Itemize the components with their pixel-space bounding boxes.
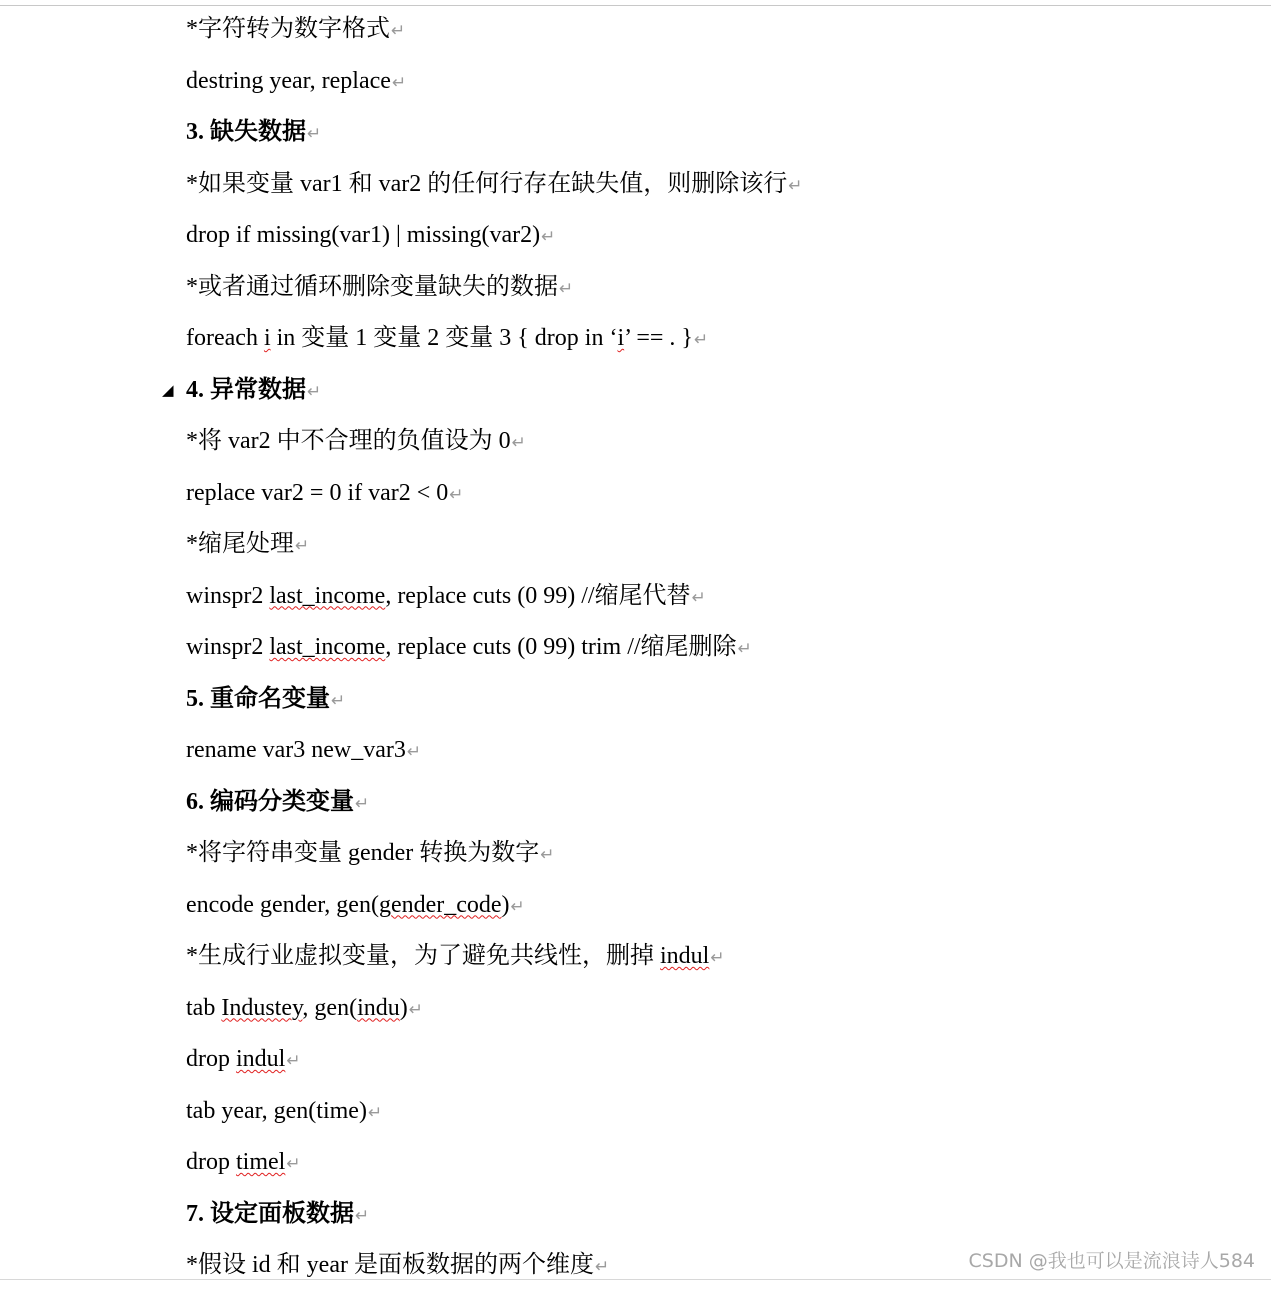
section-heading-panel-data[interactable]: 7. 设定面板数据↵ [186, 1200, 370, 1227]
code-line[interactable]: tab Industey, gen(indu)↵ [186, 994, 423, 1021]
code-line[interactable]: winspr2 last_income, replace cuts (0 99) //缩尾代替↵ [186, 582, 706, 609]
comment-line[interactable]: *将 var2 中不合理的负值设为 0↵ [186, 428, 526, 454]
paragraph-mark-icon: ↵ [510, 896, 525, 917]
spellcheck-flag: last_income [269, 582, 386, 609]
section-heading-encode[interactable]: 6. 编码分类变量↵ [186, 788, 370, 815]
paragraph-mark-icon: ↵ [391, 21, 406, 41]
code-line[interactable]: drop if missing(var1) | missing(var2)↵ [186, 222, 556, 248]
paragraph-mark-icon: ↵ [788, 175, 803, 196]
paragraph-mark-icon: ↵ [286, 1154, 301, 1174]
bottom-divider [0, 1279, 1271, 1280]
paragraph-mark-icon: ↵ [594, 1257, 610, 1277]
paragraph-mark-icon: ↵ [710, 948, 725, 968]
paragraph-mark-icon: ↵ [693, 330, 709, 350]
comment-line[interactable]: *生成行业虚拟变量，为了避免共线性，删掉 indul↵ [186, 943, 725, 969]
comment-line[interactable]: *缩尾处理↵ [186, 531, 310, 557]
paragraph-mark-icon: ↵ [691, 587, 706, 608]
paragraph-mark-icon: ↵ [355, 1205, 370, 1226]
paragraph-mark-icon: ↵ [355, 793, 370, 814]
comment-line[interactable]: *字符转为数字格式↵ [186, 16, 406, 42]
collapse-triangle-icon[interactable]: ◢ [162, 380, 174, 399]
paragraph-mark-icon: ↵ [391, 72, 407, 93]
spellcheck-flag: i [263, 325, 271, 351]
code-line[interactable]: drop timel↵ [186, 1149, 301, 1175]
code-line[interactable]: replace var2 = 0 if var2 < 0↵ [186, 479, 464, 506]
csdn-watermark: CSDN @我也可以是流浪诗人584 [968, 1250, 1255, 1272]
paragraph-mark-icon: ↵ [540, 845, 555, 865]
section-heading-missing-data[interactable]: 3. 缺失数据↵ [186, 119, 322, 145]
spellcheck-flag: gender_code [378, 891, 502, 918]
spellcheck-flag: i [617, 325, 625, 351]
paragraph-mark-icon: ↵ [286, 1051, 301, 1071]
paragraph-mark-icon: ↵ [511, 433, 526, 453]
section-heading-outliers[interactable]: ◢ 4. 异常数据↵ [186, 365, 1246, 417]
spellcheck-flag: indu [357, 994, 400, 1021]
code-line[interactable]: destring year, replace↵ [186, 67, 407, 94]
comment-line[interactable]: *或者通过循环删除变量缺失的数据↵ [186, 273, 574, 300]
section-heading-rename[interactable]: 5. 重命名变量↵ [186, 685, 346, 712]
code-line[interactable]: foreach i in 变量 1 变量 2 变量 3 { drop in ‘i’ == . }↵ [186, 325, 709, 351]
code-line[interactable]: winspr2 last_income, replace cuts (0 99) trim //缩尾删除↵ [186, 634, 752, 660]
spellcheck-flag: Industey [221, 994, 303, 1021]
spellcheck-flag: indul [236, 1046, 286, 1072]
code-line[interactable]: drop indul↵ [186, 1046, 301, 1072]
paragraph-mark-icon: ↵ [737, 639, 752, 659]
document-body[interactable] [162, 4, 1246, 1292]
paragraph-mark-icon: ↵ [559, 278, 574, 299]
paragraph-mark-icon: ↵ [307, 381, 322, 402]
paragraph-mark-icon: ↵ [295, 536, 310, 556]
code-line[interactable]: encode gender, gen(gender_code)↵ [186, 891, 525, 918]
comment-line[interactable]: *假设 id 和 year 是面板数据的两个维度↵ [186, 1252, 610, 1278]
paragraph-mark-icon: ↵ [307, 124, 322, 144]
paragraph-mark-icon: ↵ [331, 690, 346, 711]
code-line[interactable]: tab year, gen(time)↵ [186, 1097, 383, 1124]
paragraph-mark-icon: ↵ [406, 742, 422, 762]
paragraph-mark-icon: ↵ [449, 484, 464, 505]
comment-line[interactable]: *将字符串变量 gender 转换为数字↵ [186, 840, 555, 866]
paragraph-mark-icon: ↵ [541, 227, 556, 247]
spellcheck-flag: last_income [269, 634, 386, 660]
paragraph-mark-icon: ↵ [408, 999, 423, 1020]
spellcheck-flag: timel [236, 1149, 286, 1175]
comment-line[interactable]: *如果变量 var1 和 var2 的任何行存在缺失值，则删除该行↵ [186, 170, 803, 197]
spellcheck-flag: indul [660, 943, 710, 969]
paragraph-mark-icon: ↵ [367, 1102, 383, 1123]
code-line[interactable]: rename var3 new_var3↵ [186, 737, 422, 763]
